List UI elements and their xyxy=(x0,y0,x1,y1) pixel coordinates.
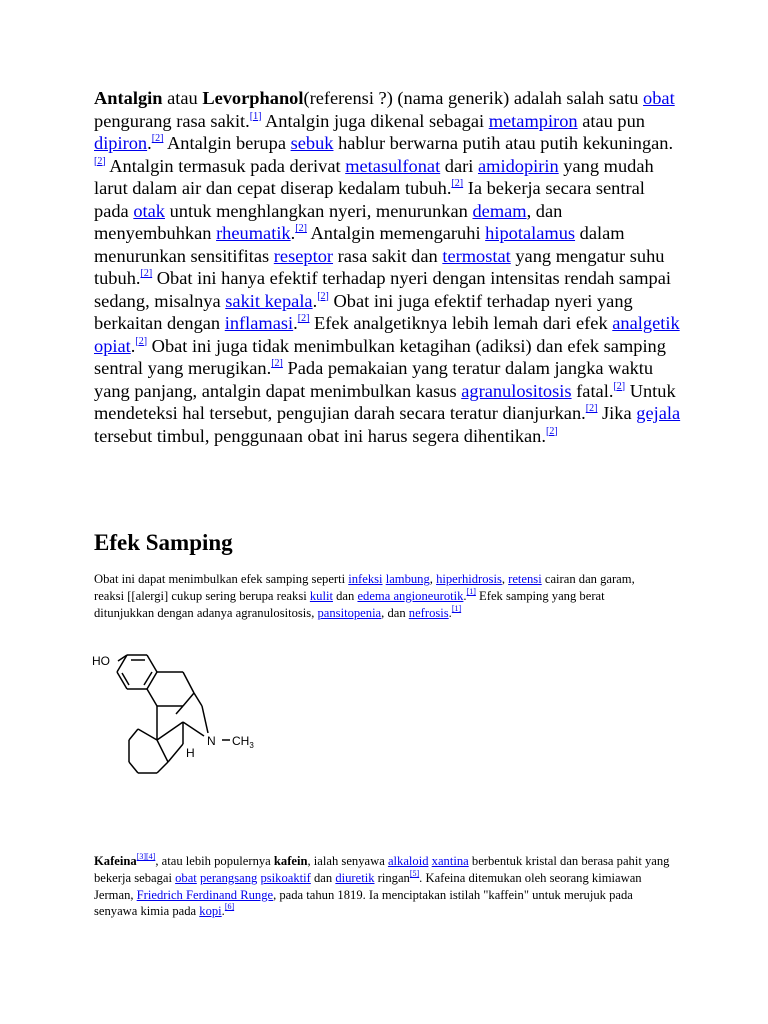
ref-link[interactable]: [3] xyxy=(136,852,147,861)
ref-link[interactable]: [2] xyxy=(271,358,283,369)
link-retensi[interactable]: retensi xyxy=(508,572,542,586)
text: Antalgin juga dikenal sebagai xyxy=(261,110,489,131)
text: Obat ini juga efektif terhadap nyeri yang berkaitan dengan xyxy=(94,290,633,333)
structure-bonds xyxy=(117,655,230,773)
link-hipotalamus[interactable]: hipotalamus xyxy=(485,223,576,243)
text: . xyxy=(130,335,136,356)
link-metampiron[interactable]: metampiron xyxy=(488,110,578,131)
link-hiperhidrosis[interactable]: hiperhidrosis xyxy=(436,572,502,586)
text: atau pun xyxy=(577,110,646,131)
link-edema-angioneurotik[interactable]: edema angioneurotik xyxy=(357,588,464,603)
ref-link[interactable]: [2] xyxy=(585,403,598,414)
text: Obat ini hanya efektif terhadap nyeri dengan intensitas rendah sampai sedang, misalnya xyxy=(94,268,672,311)
ref-link[interactable]: [1] xyxy=(249,110,262,122)
text: dari xyxy=(440,155,478,176)
text: . xyxy=(312,290,318,311)
link-lambung[interactable]: lambung xyxy=(385,572,430,586)
ref-link[interactable]: [2] xyxy=(135,335,148,347)
link-amidopirin[interactable]: amidopirin xyxy=(478,155,559,176)
text: , dan menyembuhkan xyxy=(94,200,563,243)
text: Pada pemakaian yang teratur dalam jangka waktu yang panjang, antalgin dapat menimbulkan kasus xyxy=(94,358,654,401)
text: , ialah senyawa xyxy=(307,854,388,868)
text: . xyxy=(293,313,298,333)
kafeina-paragraph xyxy=(94,853,672,920)
antalgin-paragraph xyxy=(94,87,684,447)
link-otak[interactable]: otak xyxy=(133,200,165,221)
text: untuk menghlangkan nyeri, menurunkan xyxy=(165,200,473,221)
text: hablur berwarna putih atau putih kekuningan. xyxy=(333,133,674,153)
term-levorphanol: Levorphanol xyxy=(202,88,304,108)
link-dipiron[interactable]: dipiron xyxy=(94,133,148,153)
link-pansitopenia[interactable]: pansitopenia xyxy=(317,605,382,620)
text: Untuk mendeteksi hal tersebut, pengujian darah secara teratur dianjurkan. xyxy=(94,380,676,423)
text: Obat ini juga tidak menimbulkan ketagihan (adiksi) dan efek samping sentral yang merugikan. xyxy=(94,335,666,378)
text: Jika xyxy=(597,403,637,423)
link-demam[interactable]: demam xyxy=(472,200,527,221)
text: dalam menurunkan sensitifitas xyxy=(94,223,625,266)
methyl-subscript: 3 xyxy=(249,741,254,750)
link-kopi[interactable]: kopi xyxy=(199,904,222,919)
text: . xyxy=(463,588,467,603)
link-alkaloid[interactable]: alkaloid xyxy=(387,854,429,868)
term-antalgin: Antalgin xyxy=(94,88,163,108)
levorphanol-structure-diagram xyxy=(86,646,266,786)
link-sakit-kepala[interactable]: sakit kepala xyxy=(225,290,313,311)
link-perangsang[interactable]: perangsang xyxy=(199,870,258,885)
ref-link[interactable]: [1] xyxy=(466,586,476,596)
ref-link[interactable]: [1] xyxy=(451,603,462,613)
text: Antalgin memengaruhi xyxy=(306,223,486,243)
text: pengurang rasa sakit. xyxy=(94,110,250,131)
text: atau xyxy=(162,88,203,108)
text: Antalgin termasuk pada derivat xyxy=(105,155,346,176)
text: dan xyxy=(332,588,358,603)
text: . xyxy=(147,133,152,153)
term-kafeina: Kafeina xyxy=(94,854,137,868)
ref-link[interactable]: [2] xyxy=(297,313,310,324)
text: , pada tahun 1819. Ia menciptakan istilah "kaffein" untuk merujuk pada senyawa kimia pada xyxy=(94,887,633,919)
link-opiat[interactable]: opiat xyxy=(94,335,131,356)
link-psikoaktif[interactable]: psikoaktif xyxy=(260,870,311,885)
methyl-text: CH xyxy=(232,734,250,748)
text: ringan xyxy=(374,870,410,885)
link-reseptor[interactable]: reseptor xyxy=(273,245,334,266)
link-kulit[interactable]: kulit xyxy=(309,588,333,603)
text: . Kafeina ditemukan oleh seorang kimiawan Jerman, xyxy=(94,870,642,902)
text: tersebut timbul, penggunaan obat ini harus segera dihentikan. xyxy=(94,425,546,446)
efek-samping-paragraph xyxy=(94,571,664,621)
link-analgetik[interactable]: analgetik xyxy=(612,313,680,333)
text: Ia bekerja secara sentral pada xyxy=(94,178,645,221)
text: berbentuk kristal dan berasa pahit yang bekerja sebagai xyxy=(94,854,670,885)
text: . xyxy=(448,605,452,620)
text: , dan xyxy=(381,605,409,620)
text: Antalgin berupa xyxy=(163,133,291,153)
ref-link[interactable]: [2] xyxy=(94,155,106,167)
section-heading: Efek Samping xyxy=(94,530,233,555)
link-xantina[interactable]: xantina xyxy=(431,854,469,868)
text: , xyxy=(501,572,509,586)
link-diuretik[interactable]: diuretik xyxy=(335,870,375,885)
link-infeksi[interactable]: infeksi xyxy=(348,572,383,586)
link-agranulositosis[interactable]: agranulositosis xyxy=(461,380,572,401)
text: . xyxy=(290,223,296,243)
text: yang mengatur suhu tubuh. xyxy=(94,245,665,288)
link-metasulfonat[interactable]: metasulfonat xyxy=(345,155,441,176)
text: dan xyxy=(310,870,336,885)
ref-link[interactable]: [2] xyxy=(151,133,164,144)
ref-link[interactable]: [2] xyxy=(545,425,558,437)
link-obat[interactable]: obat xyxy=(643,88,675,108)
hydroxyl-label: HO xyxy=(92,654,110,668)
ref-link[interactable]: [6] xyxy=(224,902,235,912)
link-obat[interactable]: obat xyxy=(175,870,197,885)
link-rheumatik[interactable]: rheumatik xyxy=(216,223,291,243)
text: (referensi ?) (nama generik) adalah salah satu xyxy=(303,88,644,108)
link-nefrosis[interactable]: nefrosis xyxy=(408,605,449,620)
ref-link[interactable]: [2] xyxy=(140,268,153,279)
hydrogen-label: H xyxy=(186,746,195,760)
text: , xyxy=(429,572,437,586)
text: Efek analgetiknya lebih lemah dari efek xyxy=(309,313,613,333)
nitrogen-label: N xyxy=(207,734,216,748)
text: . xyxy=(221,904,225,919)
link-sebuk[interactable]: sebuk xyxy=(290,133,334,153)
link-inflamasi[interactable]: inflamasi xyxy=(224,313,294,333)
text: Efek samping yang berat ditunjukkan dengan adanya agranulositosis, xyxy=(94,588,605,620)
text: cairan dan garam, reaksi [[alergi] cukup sering berupa reaksi xyxy=(94,572,635,603)
ref-link[interactable]: [2] xyxy=(613,380,626,392)
text: fatal. xyxy=(571,380,614,401)
ref-link[interactable]: [2] xyxy=(451,178,464,189)
text: Obat ini dapat menimbulkan efek samping seperti xyxy=(94,572,349,586)
text: rasa sakit dan xyxy=(333,245,443,266)
text: yang mudah larut dalam air dan cepat diserap kedalam tubuh. xyxy=(94,155,654,198)
methyl-label xyxy=(232,734,254,750)
link-termostat[interactable]: termostat xyxy=(442,245,511,266)
ref-link[interactable]: [2] xyxy=(295,223,307,234)
ref-link[interactable]: [4] xyxy=(146,852,156,861)
term-kafein: kafein xyxy=(273,854,308,868)
link-gejala[interactable]: gejala xyxy=(636,403,681,423)
ref-link[interactable]: [2] xyxy=(317,290,329,302)
ref-link[interactable]: [5] xyxy=(409,868,420,878)
text: , atau lebih populernya xyxy=(155,854,274,868)
link-friedrich-ferdinand-runge[interactable]: Friedrich Ferdinand Runge xyxy=(136,887,274,902)
